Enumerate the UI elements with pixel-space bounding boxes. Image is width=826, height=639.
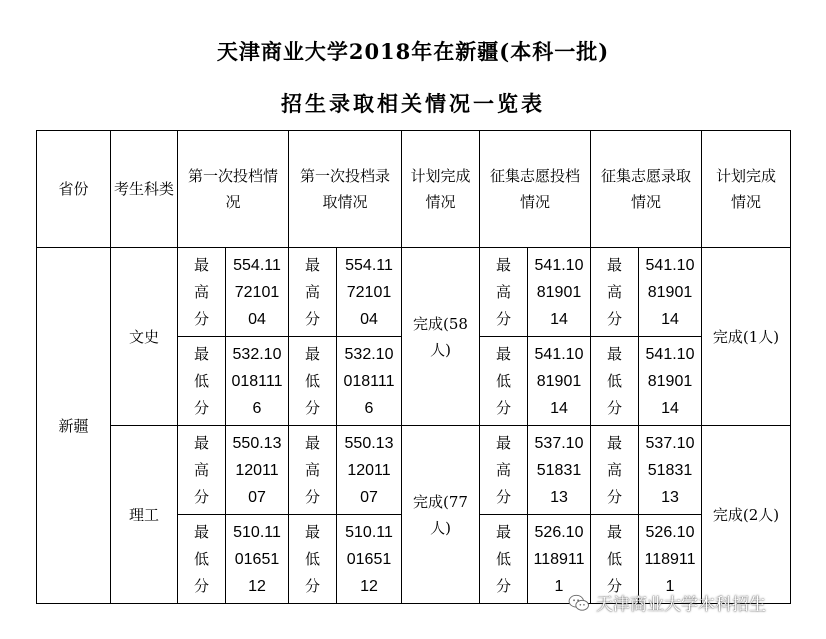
score-cell: 526.101189111 bbox=[639, 515, 702, 604]
score-cell: 537.105183113 bbox=[528, 426, 591, 515]
header-plan-status2: 计划完成情况 bbox=[702, 131, 791, 248]
doc-title-line1: 天津商业大学2018年在新疆(本科一批) bbox=[216, 39, 610, 64]
score-cell: 537.105183113 bbox=[639, 426, 702, 515]
max-label: 最高分 bbox=[178, 426, 226, 515]
max-label: 最高分 bbox=[178, 248, 226, 337]
min-label: 最低分 bbox=[480, 337, 528, 426]
score-cell: 550.131201107 bbox=[226, 426, 289, 515]
max-label: 最高分 bbox=[591, 426, 639, 515]
max-label: 最高分 bbox=[591, 248, 639, 337]
score-cell: 541.108190114 bbox=[528, 248, 591, 337]
header-solicit-admit: 征集志愿录取情况 bbox=[591, 131, 702, 248]
score-cell: 541.108190114 bbox=[528, 337, 591, 426]
score-cell: 510.110165112 bbox=[337, 515, 402, 604]
header-first-admit: 第一次投档录取情况 bbox=[289, 131, 402, 248]
min-label: 最低分 bbox=[591, 337, 639, 426]
table-row bbox=[37, 248, 791, 337]
header-row bbox=[37, 131, 791, 248]
min-label: 最低分 bbox=[178, 337, 226, 426]
plan-status2-cell: 完成(1人) bbox=[702, 248, 791, 426]
plan-status-cell: 完成(77人) bbox=[402, 426, 480, 604]
header-province: 省份 bbox=[37, 131, 111, 248]
doc-title-line2: 招生录取相关情况一览表 bbox=[281, 91, 545, 116]
header-first-filing: 第一次投档情况 bbox=[178, 131, 289, 248]
score-cell: 510.110165112 bbox=[226, 515, 289, 604]
min-label: 最低分 bbox=[480, 515, 528, 604]
province-cell: 新疆 bbox=[37, 248, 111, 604]
score-cell: 541.108190114 bbox=[639, 337, 702, 426]
header-solicit-filing: 征集志愿投档情况 bbox=[480, 131, 591, 248]
score-cell: 554.117210104 bbox=[226, 248, 289, 337]
header-plan-status: 计划完成情况 bbox=[402, 131, 480, 248]
score-cell: 541.108190114 bbox=[639, 248, 702, 337]
max-label: 最高分 bbox=[289, 248, 337, 337]
admission-table bbox=[36, 130, 791, 604]
score-cell: 532.100181116 bbox=[337, 337, 402, 426]
plan-status2-cell: 完成(2人) bbox=[702, 426, 791, 604]
watermark-text: 天津商业大学本科招生 bbox=[596, 595, 766, 615]
score-cell: 550.131201107 bbox=[337, 426, 402, 515]
category-cell: 理工 bbox=[111, 426, 178, 604]
score-cell: 554.117210104 bbox=[337, 248, 402, 337]
max-label: 最高分 bbox=[480, 426, 528, 515]
min-label: 最低分 bbox=[289, 515, 337, 604]
table-row bbox=[37, 426, 791, 515]
min-label: 最低分 bbox=[591, 515, 639, 604]
score-cell: 532.100181116 bbox=[226, 337, 289, 426]
min-label: 最低分 bbox=[178, 515, 226, 604]
min-label: 最低分 bbox=[289, 337, 337, 426]
max-label: 最高分 bbox=[480, 248, 528, 337]
max-label: 最高分 bbox=[289, 426, 337, 515]
header-category: 考生科类 bbox=[111, 131, 178, 248]
wechat-icon bbox=[568, 594, 590, 612]
score-cell: 526.101189111 bbox=[528, 515, 591, 604]
plan-status-cell: 完成(58人) bbox=[402, 248, 480, 426]
category-cell: 文史 bbox=[111, 248, 178, 426]
watermark bbox=[568, 590, 766, 615]
